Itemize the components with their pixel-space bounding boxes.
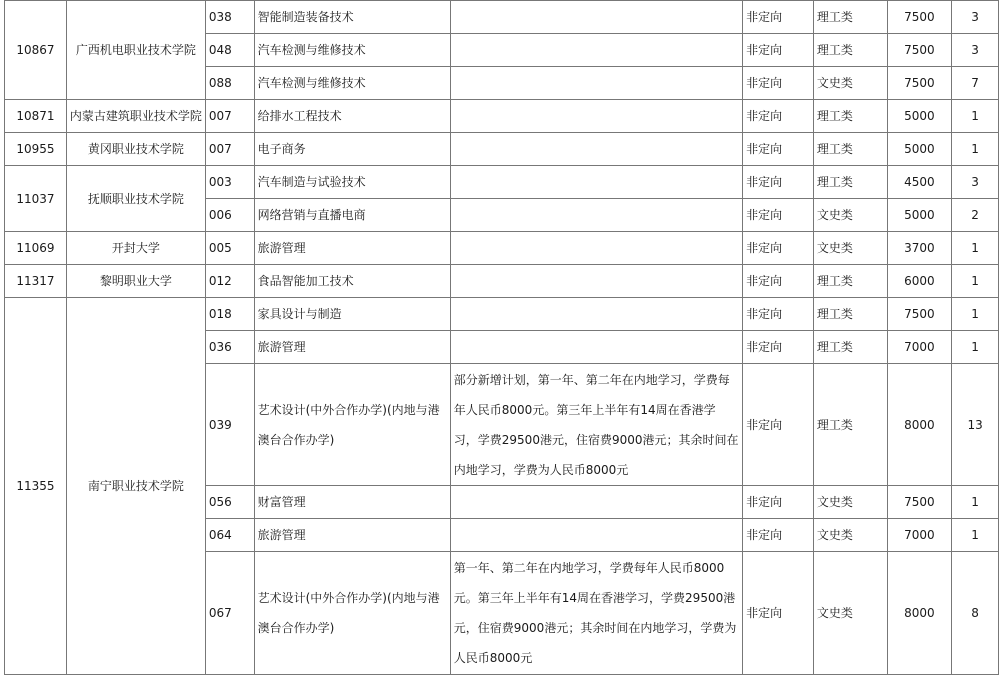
subject-category: 理工类	[813, 166, 887, 199]
major-code: 006	[205, 199, 254, 232]
major-code: 038	[205, 1, 254, 34]
table-row	[5, 232, 999, 265]
plan-count: 8	[952, 552, 999, 675]
tuition-fee: 5000	[887, 100, 952, 133]
school-code: 10867	[5, 1, 67, 100]
subject-category: 文史类	[813, 519, 887, 552]
major-code: 039	[205, 364, 254, 486]
subject-category: 理工类	[813, 133, 887, 166]
plan-type: 非定向	[743, 232, 814, 265]
major-name: 旅游管理	[254, 331, 450, 364]
school-name: 南宁职业技术学院	[66, 298, 205, 675]
major-name: 智能制造装备技术	[254, 1, 450, 34]
plan-count: 1	[952, 486, 999, 519]
major-code: 007	[205, 133, 254, 166]
tuition-fee: 8000	[887, 364, 952, 486]
major-name: 旅游管理	[254, 232, 450, 265]
table-row	[5, 1, 999, 34]
plan-type: 非定向	[743, 199, 814, 232]
plan-type: 非定向	[743, 486, 814, 519]
major-name: 家具设计与制造	[254, 298, 450, 331]
table-row	[5, 265, 999, 298]
major-note	[450, 486, 742, 519]
major-code: 088	[205, 67, 254, 100]
school-name: 开封大学	[66, 232, 205, 265]
plan-type: 非定向	[743, 34, 814, 67]
major-code: 005	[205, 232, 254, 265]
plan-type: 非定向	[743, 364, 814, 486]
major-code: 007	[205, 100, 254, 133]
plan-count: 3	[952, 1, 999, 34]
major-name: 电子商务	[254, 133, 450, 166]
major-name: 艺术设计(中外合作办学)(内地与港澳台合作办学)	[254, 364, 450, 486]
subject-category: 理工类	[813, 1, 887, 34]
plan-type: 非定向	[743, 100, 814, 133]
plan-count: 1	[952, 232, 999, 265]
school-code: 11355	[5, 298, 67, 675]
subject-category: 文史类	[813, 486, 887, 519]
subject-category: 文史类	[813, 199, 887, 232]
tuition-fee: 7500	[887, 67, 952, 100]
table-body	[5, 1, 999, 675]
major-note	[450, 1, 742, 34]
major-note	[450, 298, 742, 331]
major-note	[450, 34, 742, 67]
major-note: 第一年、第二年在内地学习，学费每年人民币8000元。第三年上半年有14周在香港学习，学费29500港元，住宿费9000港元；其余时间在内地学习，学费为人民币8000元	[450, 552, 742, 675]
major-code: 036	[205, 331, 254, 364]
major-note	[450, 232, 742, 265]
major-name: 食品智能加工技术	[254, 265, 450, 298]
subject-category: 文史类	[813, 67, 887, 100]
major-note	[450, 67, 742, 100]
tuition-fee: 7500	[887, 486, 952, 519]
school-code: 11037	[5, 166, 67, 232]
tuition-fee: 3700	[887, 232, 952, 265]
school-name: 黎明职业大学	[66, 265, 205, 298]
major-name: 财富管理	[254, 486, 450, 519]
plan-count: 1	[952, 100, 999, 133]
subject-category: 理工类	[813, 34, 887, 67]
enrollment-table	[4, 0, 999, 675]
plan-count: 13	[952, 364, 999, 486]
subject-category: 理工类	[813, 364, 887, 486]
tuition-fee: 7000	[887, 519, 952, 552]
plan-count: 7	[952, 67, 999, 100]
subject-category: 理工类	[813, 265, 887, 298]
plan-type: 非定向	[743, 519, 814, 552]
tuition-fee: 7500	[887, 298, 952, 331]
major-code: 018	[205, 298, 254, 331]
school-code: 11069	[5, 232, 67, 265]
school-name: 内蒙古建筑职业技术学院	[66, 100, 205, 133]
major-code: 056	[205, 486, 254, 519]
plan-type: 非定向	[743, 265, 814, 298]
major-code: 003	[205, 166, 254, 199]
school-code: 10871	[5, 100, 67, 133]
plan-count: 3	[952, 166, 999, 199]
major-code: 012	[205, 265, 254, 298]
subject-category: 理工类	[813, 298, 887, 331]
school-name: 黄冈职业技术学院	[66, 133, 205, 166]
plan-type: 非定向	[743, 67, 814, 100]
plan-count: 1	[952, 519, 999, 552]
major-name: 旅游管理	[254, 519, 450, 552]
major-name: 汽车检测与维修技术	[254, 67, 450, 100]
plan-type: 非定向	[743, 298, 814, 331]
school-name: 广西机电职业技术学院	[66, 1, 205, 100]
major-name: 给排水工程技术	[254, 100, 450, 133]
major-note: 部分新增计划，第一年、第二年在内地学习，学费每年人民币8000元。第三年上半年有14周在香港学习，学费29500港元，住宿费9000港元；其余时间在内地学习，学费为人民币8000元	[450, 364, 742, 486]
plan-type: 非定向	[743, 133, 814, 166]
tuition-fee: 7000	[887, 331, 952, 364]
major-note	[450, 199, 742, 232]
plan-count: 1	[952, 265, 999, 298]
tuition-fee: 7500	[887, 1, 952, 34]
major-code: 067	[205, 552, 254, 675]
tuition-fee: 7500	[887, 34, 952, 67]
subject-category: 文史类	[813, 552, 887, 675]
plan-count: 2	[952, 199, 999, 232]
table-row	[5, 100, 999, 133]
plan-count: 1	[952, 331, 999, 364]
major-note	[450, 331, 742, 364]
major-name: 网络营销与直播电商	[254, 199, 450, 232]
school-code: 11317	[5, 265, 67, 298]
tuition-fee: 4500	[887, 166, 952, 199]
table-row	[5, 166, 999, 199]
plan-count: 3	[952, 34, 999, 67]
table-row	[5, 298, 999, 331]
major-name: 汽车检测与维修技术	[254, 34, 450, 67]
plan-count: 1	[952, 133, 999, 166]
table-row	[5, 133, 999, 166]
major-name: 艺术设计(中外合作办学)(内地与港澳台合作办学)	[254, 552, 450, 675]
tuition-fee: 5000	[887, 133, 952, 166]
subject-category: 理工类	[813, 331, 887, 364]
plan-type: 非定向	[743, 552, 814, 675]
school-code: 10955	[5, 133, 67, 166]
tuition-fee: 5000	[887, 199, 952, 232]
plan-type: 非定向	[743, 1, 814, 34]
tuition-fee: 8000	[887, 552, 952, 675]
school-name: 抚顺职业技术学院	[66, 166, 205, 232]
major-note	[450, 166, 742, 199]
major-code: 064	[205, 519, 254, 552]
major-code: 048	[205, 34, 254, 67]
plan-count: 1	[952, 298, 999, 331]
subject-category: 理工类	[813, 100, 887, 133]
tuition-fee: 6000	[887, 265, 952, 298]
major-note	[450, 519, 742, 552]
major-note	[450, 100, 742, 133]
major-name: 汽车制造与试验技术	[254, 166, 450, 199]
major-note	[450, 133, 742, 166]
plan-type: 非定向	[743, 331, 814, 364]
subject-category: 文史类	[813, 232, 887, 265]
major-note	[450, 265, 742, 298]
plan-type: 非定向	[743, 166, 814, 199]
